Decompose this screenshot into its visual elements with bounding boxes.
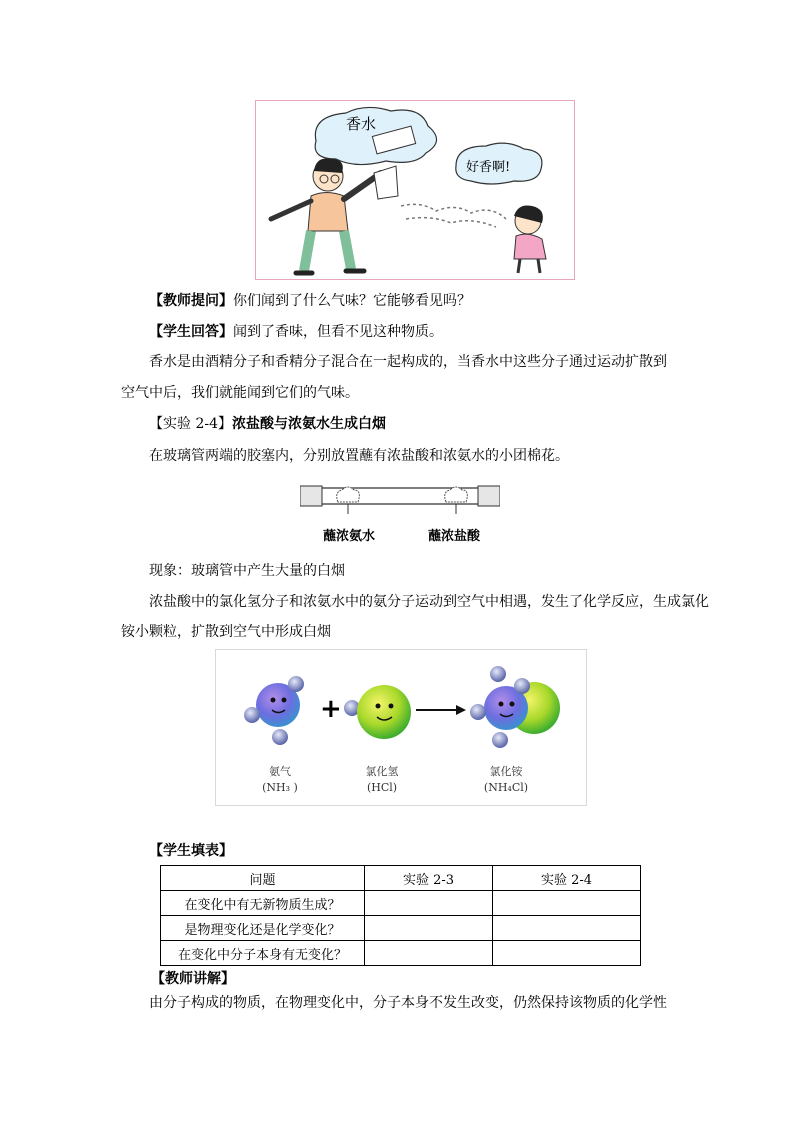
formula-hydrogen-chloride: (HCl): [366, 781, 398, 794]
bubble-right-text: 好香啊!: [466, 160, 511, 175]
student-answer: [149, 322, 443, 342]
answer-cell[interactable]: [493, 916, 641, 941]
answer-cell[interactable]: [365, 891, 493, 916]
paragraph-perfume-line2: 空气中后，我们就能闻到它们的气味。: [121, 385, 359, 401]
reaction-illustration: [215, 649, 587, 806]
table-label: 【学生填表】: [149, 843, 233, 859]
phenomenon-text: 现象：玻璃管中产生大量的白烟: [149, 563, 345, 579]
table-header-row: [161, 866, 641, 891]
lecture-text: 由分子构成的物质，在物理变化中，分子本身不发生改变，仍然保持该物质的化学性: [149, 995, 667, 1011]
experiment-heading: [149, 414, 386, 434]
molecule-drawing: [216, 650, 586, 760]
experiment-label: 【实验 2-4】: [149, 416, 232, 432]
header-question: 问题: [161, 866, 365, 891]
formula-ammonium-chloride: (NH₄Cl): [483, 781, 529, 794]
plus-sign: +: [320, 694, 342, 724]
header-exp-2-3: 实验 2-3: [365, 866, 493, 891]
formula-ammonia: (NH₃ ): [262, 781, 298, 794]
header-exp-2-4: 实验 2-4: [493, 866, 641, 891]
label-hcl-cotton: 蘸浓盐酸: [428, 529, 481, 544]
student-answer-text: 闻到了香味，但看不见这种物质。: [233, 324, 443, 340]
explanation-line2: 铵小颗粒，扩散到空气中形成白烟: [121, 624, 331, 640]
answer-cell[interactable]: [365, 941, 493, 966]
label-ammonium-chloride: 氯化铵: [489, 765, 523, 778]
teacher-question-text: 你们闻到了什么气味？它能够看见吗？: [233, 293, 471, 309]
teacher-question-label: 【教师提问】: [149, 293, 233, 309]
cartoon-drawing: [256, 101, 574, 279]
label-ammonia-cotton: 蘸浓氨水: [323, 529, 376, 544]
answer-cell[interactable]: [493, 941, 641, 966]
student-answer-label: 【学生回答】: [149, 324, 233, 340]
row-question: 是物理变化还是化学变化？: [161, 916, 365, 941]
row-question: 在变化中分子本身有无变化？: [161, 941, 365, 966]
table-row: [161, 941, 641, 966]
table-row: [161, 891, 641, 916]
answer-cell[interactable]: [365, 916, 493, 941]
experiment-description: 在玻璃管两端的胶塞内，分别放置蘸有浓盐酸和浓氨水的小团棉花。: [149, 448, 569, 464]
label-ammonia: 氨气: [269, 765, 291, 778]
perfume-cartoon: [255, 100, 575, 280]
label-hydrogen-chloride: 氯化氢: [365, 765, 399, 778]
glass-tube-drawing: [300, 478, 500, 514]
row-question: 在变化中有无新物质生成？: [161, 891, 365, 916]
bubble-left-text: 香水: [346, 115, 377, 133]
answer-cell[interactable]: [493, 891, 641, 916]
explanation-line1: 浓盐酸中的氯化氢分子和浓氨水中的氨分子运动到空气中相遇，发生了化学反应，生成氯化: [149, 594, 709, 610]
lecture-label: 【教师讲解】: [151, 971, 235, 987]
table-row: [161, 916, 641, 941]
paragraph-perfume-line1: 香水是由酒精分子和香精分子混合在一起构成的，当香水中这些分子通过运动扩散到: [149, 354, 667, 370]
glass-tube-diagram: [300, 478, 500, 514]
student-fill-table: [160, 865, 641, 966]
teacher-question: [149, 291, 471, 311]
experiment-title: 浓盐酸与浓氨水生成白烟: [232, 416, 386, 432]
